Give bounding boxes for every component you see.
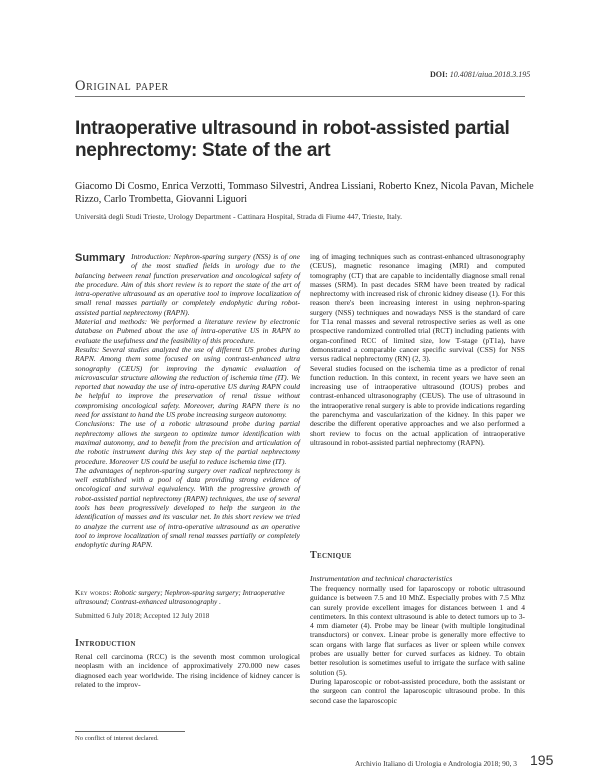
doi-line: [430, 70, 530, 79]
body-paragraph-4: During laparoscopic or robot-assisted procedure, both the assistant or the surgeon can control the laparoscopic ultrasound probe. In this second case the laparoscopic: [310, 676, 525, 705]
abstract: [75, 252, 300, 550]
abstract-closing: The advantages of nephron-sparing surgery over radical nephrectomy is well established with a pool of data providing strong evidence of oncological and survival equivalency. With the progressive growth of robot-assisted partial nephrectomy (RAPN) techniques, the use of several tools has been progressively developed to help the surgeon in the identification of masses and its vascular net. In this short review we tried to analyze the current use of intra-operative ultrasound as an operative tool to improve localization of small renal masses partially or completely endophytic during RAPN.: [75, 465, 300, 550]
header-divider: [75, 96, 525, 97]
doi-value[interactable]: 10.4081/aiua.2018.3.195: [449, 70, 531, 79]
doi-label: DOI:: [430, 70, 448, 79]
right-column-bottom: [310, 584, 525, 705]
keywords-label: Key words:: [75, 588, 112, 597]
technique-heading: Tecnique: [310, 550, 352, 561]
page-number: 195: [530, 752, 554, 768]
abstract-conclusions: Conclusions: The use of a robotic ultrasound probe during partial nephrectomy allows the surgeon to optimize tumor identification with maximal autonomy, and to benefit from the precision and articulation of the robotic instrument during this key step of the partial nephrectomy procedure. Moreover US could be useful to reduce ischemia time (IT).: [75, 419, 300, 466]
introduction-body: [75, 652, 300, 689]
article-title: Intraoperative ultrasound in robot-assisted partial nephrectomy: State of the art: [75, 118, 510, 161]
author-list: Giacomo Di Cosmo, Enrica Verzotti, Tommaso Silvestri, Andrea Lissiani, Roberto Knez, Nicola Pavan, Michele Rizzo, Carlo Trombetta, Giovanni Liguori: [75, 181, 534, 205]
footnote-divider: [75, 731, 185, 732]
keywords-text: Robotic surgery; Nephron-sparing surgery; Intraoperative ultrasound; Contrast-enhanced ultrasonography .: [75, 588, 285, 607]
summary-heading: Summary: [75, 252, 126, 264]
journal-citation: Archivio Italiano di Urologia e Andrologia 2018; 90, 3: [355, 759, 517, 768]
introduction-paragraph: Renal cell carcinoma (RCC) is the seventh most common urological neoplasm with an incidence of approximatively 270.000 new cases diagnosed each year worldwide. The rising incidence of kidney cancer is related to the improv-: [75, 652, 300, 689]
keywords: [75, 588, 300, 606]
right-column-top: [310, 252, 525, 447]
introduction-heading: Introduction: [75, 638, 136, 649]
affiliation: Università degli Studi Trieste, Urology Department - Cattinara Hospital, Strada di Fiume 447, Trieste, Italy.: [75, 212, 403, 221]
instrumentation-subheading: Instrumentation and technical characteristics: [310, 574, 453, 583]
submission-dates: Submitted 6 July 2018; Accepted 12 July 2018: [75, 612, 210, 620]
section-label: Original paper: [75, 78, 169, 94]
body-paragraph-3: The frequency normally used for laparoscopy or robotic ultrasound guidance is between 7.5 and 10 MhZ. Especially probes with 7.5 Mhz can surely provide excellent images for distances between 1 and 4 centimeters. In this context ultrasound is able to detect tumors up to 3-4 mm diameter (4). Probe may be linear (with multiple longitudinal transductors) or convex. Linear probe is generally more effective to scan organs with large flat surfaces as liver or spleen while convex probes are usually better for curved surfaces as kidney. To obtain better resolution is sometimes useful to irrigate the surface with saline solution (5).: [310, 584, 525, 677]
abstract-results: Results: Several studies analyzed the use of different US probes during RAPN. Among them some focused on using contrast-enhanced ultra sonography (CEUS) for improving the dynamic evaluation of microvascular structure allowing the reduction of ischemia time (IT). We reported that nowaday the use of intra-operative US during RAPN could be helpful to improve the preservation of renal tissue without compromising oncological safety. Moreover, during RAPN there is no need for assistant to hand the US probe increasing surgeon autonomy.: [75, 344, 300, 420]
body-paragraph-1: ing of imaging techniques such as contrast-enhanced ultrasonography (CEUS), magnetic resonance imaging (MRI) and computed tomography (CT) that are capable to incidentally diagnose small renal masses (SRM). In past decades SRM have been treated by radical nephrectomy with increased risk of chronic kidney disease (1). For this reason there's been increasing interest in using nephron-sparing surgery (NSS) techniques and nowadays NSS is the standard of care for T1a renal masses and several retrospective series as well as one prospective randomized controlled trial (RCT) including patients with organ-confined RCC of limited size, low T-stage (pT1a), have demonstrated a comparable cancer specific survival (CSS) for NSS versus radical nephrectomy (RN) (2, 3).: [310, 252, 525, 364]
body-paragraph-2: Several studies focused on the ischemia time as a predictor of renal function reduction. In this context, in recent years we have seen an increasing use of intraoperative ultrasound (IOUS) probes and contrast-enhanced ultrasonography (CEUS). The use of ultrasound in the intraoperative renal surgery is able to provide indications regarding the parenchyma and vascularization of the kidney. In this paper we describe the different operative approaches and we also performed a short review to focus on the actual application of intraoperative ultrasound in robot-assisted partial nephrectomy (RAPN).: [310, 363, 525, 447]
abstract-methods: Material and methods: We performed a literature review by electronic database on Pubmed about the use of intra-operative US in RAPN to evaluate the usefulness and the feasibility of this procedure.: [75, 317, 300, 345]
abstract-introduction: Introduction: Nephron-sparing surgery (NSS) is of one of the most studied fields in urology due to the balancing between renal function preservation and oncological safety of the procedure. Aim of this short review is to report the state of the art of intra-operative ultrasound as an operative tool to improve localization of small renal masses partially or completely endophytic during robot-assisted partial nephrectomy (RAPN).: [75, 252, 300, 317]
footnote: No conflict of interest declared.: [75, 735, 159, 742]
